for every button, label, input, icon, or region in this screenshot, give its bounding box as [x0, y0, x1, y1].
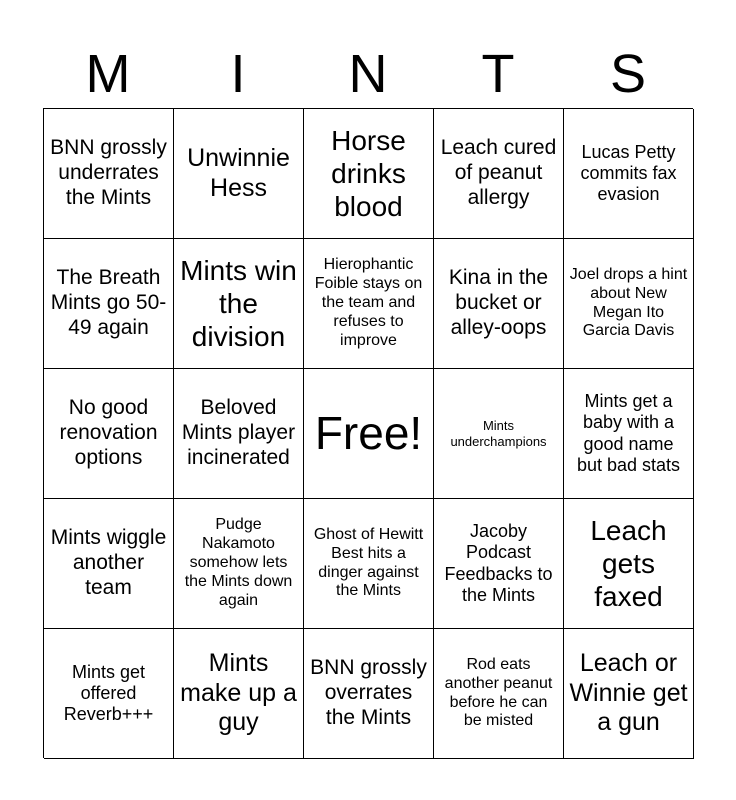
- bingo-cell[interactable]: Lucas Petty commits fax evasion: [564, 109, 694, 239]
- header-letter-n: N: [348, 44, 388, 104]
- bingo-cell[interactable]: Rod eats another peanut before he can be misted: [434, 629, 564, 759]
- bingo-cell[interactable]: Mints underchampions: [434, 369, 564, 499]
- bingo-cell[interactable]: Mints get offered Reverb+++: [44, 629, 174, 759]
- bingo-cell[interactable]: Beloved Mints player incinerated: [174, 369, 304, 499]
- bingo-cell[interactable]: Joel drops a hint about New Megan Ito Garcia Davis: [564, 239, 694, 369]
- bingo-cell[interactable]: Leach gets faxed: [564, 499, 694, 629]
- bingo-cell[interactable]: Mints win the division: [174, 239, 304, 369]
- bingo-cell[interactable]: Ghost of Hewitt Best hits a dinger against the Mints: [304, 499, 434, 629]
- bingo-cell[interactable]: Mints get a baby with a good name but bad stats: [564, 369, 694, 499]
- bingo-cell[interactable]: Mints wiggle another team: [44, 499, 174, 629]
- bingo-cell[interactable]: BNN grossly underrates the Mints: [44, 109, 174, 239]
- bingo-cell[interactable]: Pudge Nakamoto somehow lets the Mints down again: [174, 499, 304, 629]
- bingo-cell[interactable]: Mints make up a guy: [174, 629, 304, 759]
- bingo-cell[interactable]: BNN grossly overrates the Mints: [304, 629, 434, 759]
- bingo-cell[interactable]: Kina in the bucket or alley-oops: [434, 239, 564, 369]
- header-letter-s: S: [609, 44, 647, 104]
- bingo-cell[interactable]: Unwinnie Hess: [174, 109, 304, 239]
- bingo-cell[interactable]: Jacoby Podcast Feedbacks to the Mints: [434, 499, 564, 629]
- bingo-cell[interactable]: No good renovation options: [44, 369, 174, 499]
- header-letter-t: T: [481, 44, 515, 104]
- free-space-cell[interactable]: Free!: [304, 369, 434, 499]
- header-letter-m: M: [85, 44, 131, 104]
- header-letter-i: I: [230, 44, 246, 104]
- bingo-cell[interactable]: Leach or Winnie get a gun: [564, 629, 694, 759]
- bingo-cell[interactable]: Horse drinks blood: [304, 109, 434, 239]
- bingo-header: [43, 40, 693, 108]
- bingo-board: [43, 108, 693, 758]
- bingo-cell[interactable]: Hierophantic Foible stays on the team and refuses to improve: [304, 239, 434, 369]
- bingo-cell[interactable]: The Breath Mints go 50-49 again: [44, 239, 174, 369]
- bingo-cell[interactable]: Leach cured of peanut allergy: [434, 109, 564, 239]
